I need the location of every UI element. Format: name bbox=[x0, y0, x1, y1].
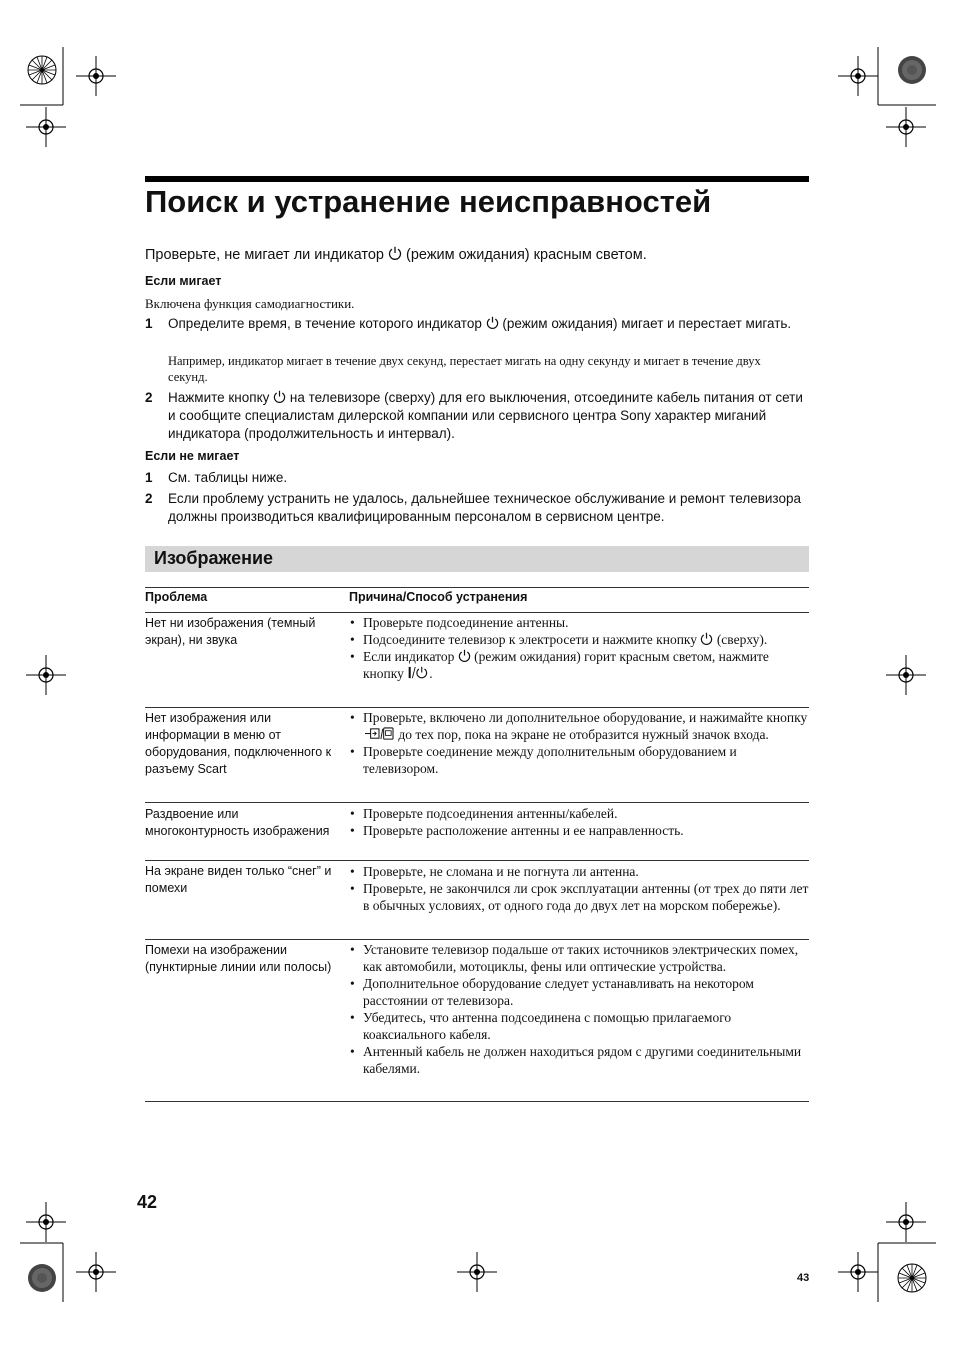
column-header-problem: Проблема bbox=[145, 590, 208, 604]
intro-text: Проверьте, не мигает ли индикатор (режим ожидания) красным светом. bbox=[145, 247, 647, 263]
table-row-problem: Раздвоение или многоконтурность изображения bbox=[145, 807, 330, 838]
step-2-blinking: 2 Нажмите кнопку на телевизоре (сверху) для его выключения, отсоедините кабель питания от сети и сообщите специалистам дилерской компании или сервисного центра Sony характер миганий индикатора (продолжительность и интервал). bbox=[145, 390, 803, 441]
list-item: • Проверьте, не сломана и не погнута ли антенна. bbox=[349, 863, 809, 880]
row-rule bbox=[145, 707, 809, 708]
list-item: • Проверьте, включено ли дополнительное оборудование, и нажимайте кнопку до тех пор, пока на экране не отобразится нужный значок входа. bbox=[349, 709, 809, 743]
table-row-solution bbox=[349, 614, 809, 682]
list-item: • Если индикатор (режим ожидания) горит красным светом, нажмите кнопку . bbox=[349, 648, 809, 682]
row-rule bbox=[145, 860, 809, 861]
step-1-not-blinking: 1 См. таблицы ниже. bbox=[145, 470, 288, 485]
table-row-problem: На экране виден только “снег” и помехи bbox=[145, 864, 332, 895]
page-title: Поиск и устранение неисправностей bbox=[145, 184, 712, 219]
power-standby-icon bbox=[700, 632, 713, 646]
input-select-icon bbox=[363, 727, 395, 741]
list-item: • Проверьте, не закончился ли срок эксплуатации антенны (от трех до пяти лет в обычных условиях, от одного года до двух лет на морском побережье). bbox=[349, 880, 809, 914]
power-toggle-icon bbox=[407, 666, 429, 680]
list-item: • Проверьте расположение антенны и ее направленность. bbox=[349, 822, 809, 839]
power-standby-icon bbox=[273, 390, 286, 404]
list-item: • Дополнительное оборудование следует устанавливать на некотором расстоянии от телевизора. bbox=[349, 975, 809, 1009]
page-number-small: 43 bbox=[797, 1272, 810, 1284]
list-item: • Убедитесь, что антенна подсоединена с помощью прилагаемого коаксиального кабеля. bbox=[349, 1009, 809, 1043]
self-diagnostic-text: Включена функция самодиагностики. bbox=[145, 296, 355, 311]
list-item: • Проверьте подсоединение антенны. bbox=[349, 614, 809, 631]
list-item: • Антенный кабель не должен находиться рядом с другими соединительными кабелями. bbox=[349, 1043, 809, 1077]
power-standby-icon bbox=[486, 316, 499, 330]
list-item: • Проверьте подсоединения антенны/кабелей. bbox=[349, 805, 809, 822]
heading-if-blinking: Если мигает bbox=[145, 274, 222, 288]
column-header-solution: Причина/Способ устранения bbox=[349, 590, 528, 604]
table-row-problem: Помехи на изображении (пунктирные линии или полосы) bbox=[145, 943, 332, 974]
table-row-problem: Нет изображения или информации в меню от оборудования, подключенного к разъему Scart bbox=[145, 711, 332, 776]
power-standby-icon bbox=[458, 649, 471, 663]
step-2-not-blinking: 2 Если проблему устранить не удалось, дальнейшее техническое обслуживание и ремонт телевизора должны производиться квалифицированным персоналом в сервисном центре. bbox=[145, 491, 801, 524]
row-rule bbox=[145, 802, 809, 803]
list-item: • Проверьте соединение между дополнительным оборудованием и телевизором. bbox=[349, 743, 809, 777]
table-top-rule bbox=[145, 587, 809, 588]
step-1-note: Например, индикатор мигает в течение двух секунд, перестает мигать на одну секунду и мигает в течение двух секунд. bbox=[168, 354, 761, 384]
title-rule bbox=[145, 176, 809, 182]
row-rule bbox=[145, 939, 809, 940]
table-row-problem: Нет ни изображения (темный экран), ни звука bbox=[145, 616, 316, 647]
table-row-solution bbox=[349, 805, 809, 839]
table-bottom-rule bbox=[145, 1101, 809, 1102]
table-row-solution bbox=[349, 863, 809, 914]
step-1-blinking: 1 Определите время, в течение которого индикатор (режим ожидания) мигает и перестает мигать. bbox=[145, 316, 792, 331]
page-number: 42 bbox=[137, 1192, 158, 1212]
section-title: Изображение bbox=[154, 548, 274, 568]
table-row-solution bbox=[349, 941, 809, 1077]
power-standby-icon bbox=[388, 246, 402, 261]
table-row-solution bbox=[349, 709, 809, 777]
list-item: • Установите телевизор подальше от таких источников электрических помех, как автомобили, мотоциклы, фены или оптические устройства. bbox=[349, 941, 809, 975]
heading-if-not-blinking: Если не мигает bbox=[145, 449, 240, 463]
table-header-rule bbox=[145, 612, 809, 613]
list-item: • Подсоедините телевизор к электросети и нажмите кнопку (сверху). bbox=[349, 631, 809, 648]
